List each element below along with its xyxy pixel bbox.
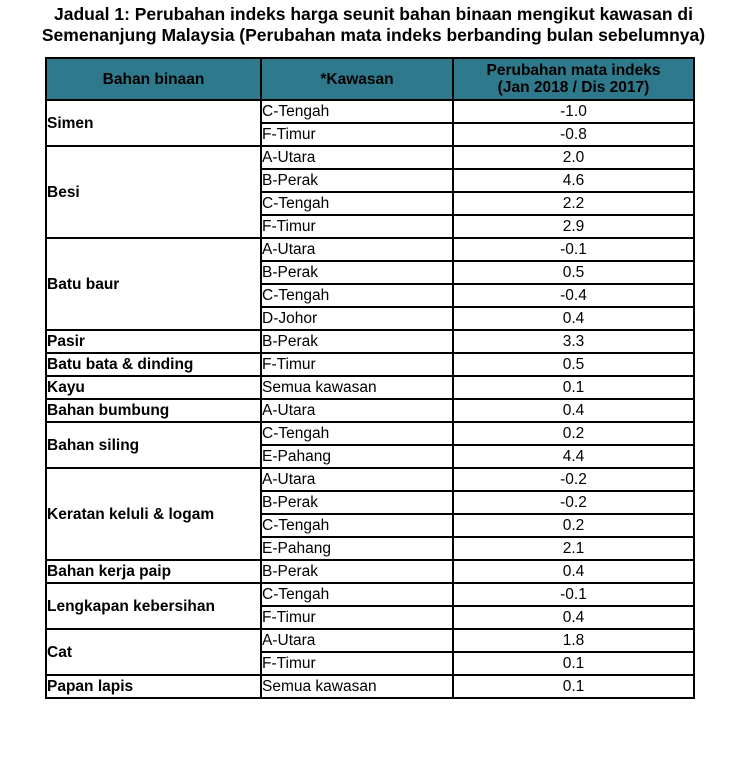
index-change-cell: 0.4 [453, 560, 694, 583]
region-cell: C-Tengah [261, 284, 453, 307]
region-cell: F-Timur [261, 353, 453, 376]
index-change-cell: 1.8 [453, 629, 694, 652]
index-change-cell: 0.1 [453, 675, 694, 698]
region-cell: C-Tengah [261, 422, 453, 445]
material-cell: Papan lapis [46, 675, 261, 698]
table-title [0, 4, 747, 46]
index-change-cell: 2.2 [453, 192, 694, 215]
index-change-cell: 0.4 [453, 606, 694, 629]
header-change-line-2: (Jan 2018 / Dis 2017) [497, 79, 650, 96]
index-change-cell: 2.0 [453, 146, 694, 169]
material-cell: Kayu [46, 376, 261, 399]
region-cell: E-Pahang [261, 537, 453, 560]
material-cell: Batu bata & dinding [46, 353, 261, 376]
index-change-cell: 0.4 [453, 399, 694, 422]
header-change [453, 58, 694, 100]
index-change-cell: 0.1 [453, 376, 694, 399]
material-cell: Batu baur [46, 238, 261, 330]
region-cell: F-Timur [261, 652, 453, 675]
table-row [46, 583, 694, 606]
index-change-cell: -0.2 [453, 491, 694, 514]
table-row [46, 353, 694, 376]
index-change-cell: -0.2 [453, 468, 694, 491]
table-row [46, 560, 694, 583]
index-change-cell: -0.1 [453, 583, 694, 606]
material-cell: Keratan keluli & logam [46, 468, 261, 560]
table-row [46, 629, 694, 652]
region-cell: B-Perak [261, 330, 453, 353]
material-cell: Besi [46, 146, 261, 238]
region-cell: A-Utara [261, 399, 453, 422]
table-row [46, 422, 694, 445]
index-change-cell: 3.3 [453, 330, 694, 353]
title-line-1: Jadual 1: Perubahan indeks harga seunit bahan binaan mengikut kawasan di [54, 4, 693, 24]
region-cell: C-Tengah [261, 514, 453, 537]
material-cell: Pasir [46, 330, 261, 353]
region-cell: Semua kawasan [261, 675, 453, 698]
table-row [46, 399, 694, 422]
table-row [46, 675, 694, 698]
index-change-cell: 0.4 [453, 307, 694, 330]
region-cell: C-Tengah [261, 100, 453, 123]
index-change-cell: -0.4 [453, 284, 694, 307]
index-change-cell: 4.6 [453, 169, 694, 192]
index-change-cell: -1.0 [453, 100, 694, 123]
index-change-cell: 2.1 [453, 537, 694, 560]
region-cell: A-Utara [261, 468, 453, 491]
index-change-cell: 0.1 [453, 652, 694, 675]
table-row [46, 100, 694, 123]
price-index-table [45, 57, 695, 699]
region-cell: F-Timur [261, 606, 453, 629]
material-cell: Bahan siling [46, 422, 261, 468]
table-body [46, 100, 694, 698]
index-change-cell: 4.4 [453, 445, 694, 468]
material-cell: Bahan kerja paip [46, 560, 261, 583]
material-cell: Cat [46, 629, 261, 675]
index-change-cell: 0.2 [453, 514, 694, 537]
region-cell: A-Utara [261, 238, 453, 261]
index-change-cell: 2.9 [453, 215, 694, 238]
region-cell: F-Timur [261, 215, 453, 238]
index-change-cell: 0.2 [453, 422, 694, 445]
title-line-2: Semenanjung Malaysia (Perubahan mata indeks berbanding bulan sebelumnya) [41, 25, 706, 45]
region-cell: F-Timur [261, 123, 453, 146]
index-change-cell: 0.5 [453, 353, 694, 376]
table-row [46, 146, 694, 169]
region-cell: B-Perak [261, 169, 453, 192]
region-cell: E-Pahang [261, 445, 453, 468]
region-cell: B-Perak [261, 491, 453, 514]
region-cell: A-Utara [261, 146, 453, 169]
table-row [46, 330, 694, 353]
table-row [46, 468, 694, 491]
region-cell: D-Johor [261, 307, 453, 330]
header-row [46, 58, 694, 100]
material-cell: Bahan bumbung [46, 399, 261, 422]
index-change-cell: -0.1 [453, 238, 694, 261]
region-cell: B-Perak [261, 261, 453, 284]
table-row [46, 376, 694, 399]
table-row [46, 238, 694, 261]
material-cell: Simen [46, 100, 261, 146]
header-region: *Kawasan [261, 58, 453, 100]
index-change-cell: 0.5 [453, 261, 694, 284]
index-change-cell: -0.8 [453, 123, 694, 146]
header-material: Bahan binaan [46, 58, 261, 100]
region-cell: Semua kawasan [261, 376, 453, 399]
material-cell: Lengkapan kebersihan [46, 583, 261, 629]
region-cell: C-Tengah [261, 583, 453, 606]
header-change-line-1: Perubahan mata indeks [486, 62, 661, 79]
region-cell: C-Tengah [261, 192, 453, 215]
region-cell: B-Perak [261, 560, 453, 583]
region-cell: A-Utara [261, 629, 453, 652]
